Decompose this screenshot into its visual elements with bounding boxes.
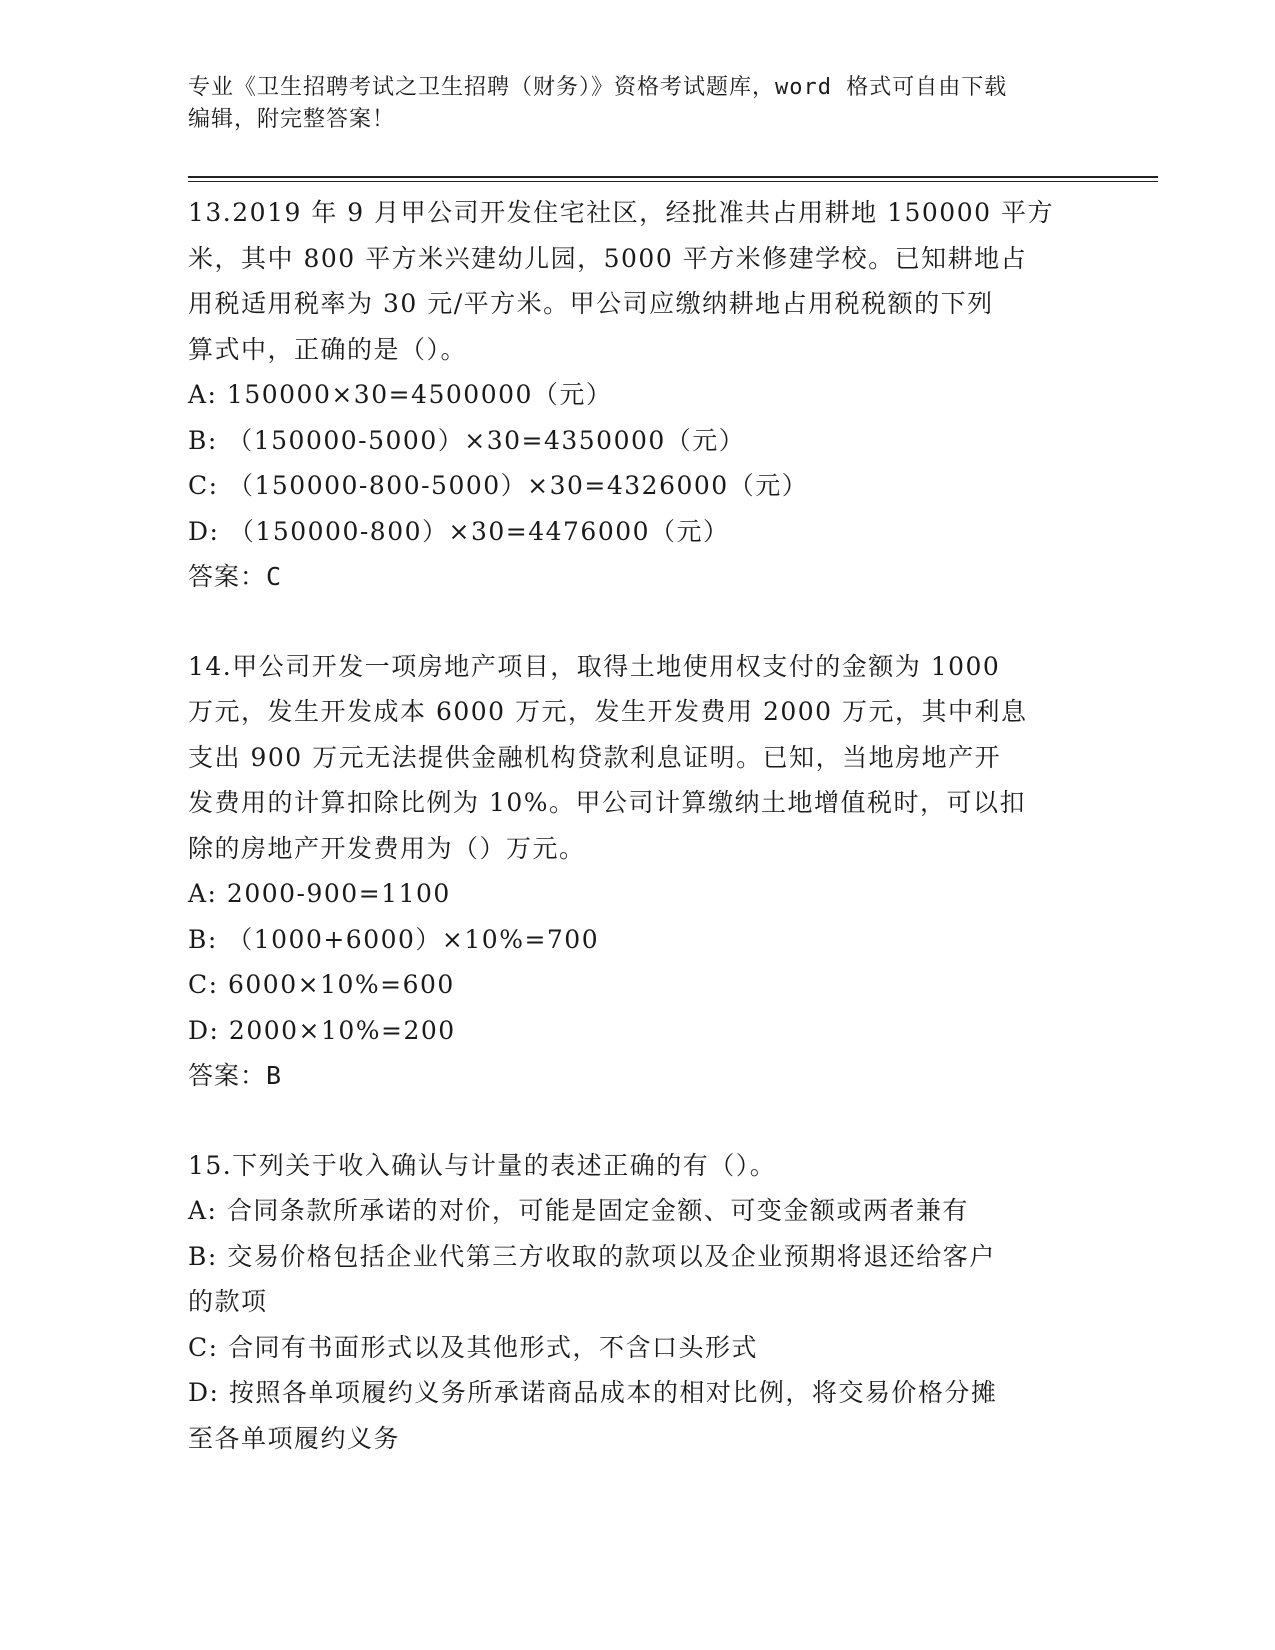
option-d: D: （150000-800）×30=4476000（元） (188, 516, 730, 546)
option-b: B: 交易价格包括企业代第三方收取的款项以及企业预期将退还给客户 (188, 1241, 996, 1271)
document-header (188, 72, 1088, 136)
answer-line: 答案：C (188, 562, 283, 591)
option-c: C: 6000×10%=600 (188, 970, 455, 999)
option-b-continued: 的款项 (188, 1287, 268, 1316)
question-stem-line: 算式中，正确的是（）。 (188, 334, 468, 364)
option-d-continued: 至各单项履约义务 (188, 1423, 401, 1453)
option-a: A: 合同条款所承诺的对价，可能是固定金额、可变金额或两者兼有 (188, 1196, 969, 1225)
option-b: B: （150000-5000）×30=4350000（元） (188, 425, 746, 455)
question-stem-line: 米，其中 800 平方米兴建幼儿园，5000 平方米修建学校。已知耕地占 (188, 243, 1028, 273)
question-stem-line: 13.2019 年 9 月甲公司开发住宅社区，经批准共占用耕地 150000 平方 (188, 198, 1054, 227)
option-c: C: 合同有书面形式以及其他形式，不含口头形式 (188, 1332, 758, 1362)
question-15 (188, 1143, 1088, 1462)
spacer (188, 600, 1088, 644)
header-line: 编辑，附完整答案！ (188, 107, 396, 132)
question-list (188, 190, 1088, 1461)
question-stem-line: 14.甲公司开发一项房地产项目，取得土地使用权支付的金额为 1000 (188, 651, 1001, 681)
question-stem-line: 除的房地产开发费用为（）万元。 (188, 833, 586, 863)
answer-line: 答案：B (188, 1061, 283, 1090)
option-d: D: 按照各单项履约义务所承诺商品成本的相对比例，将交易价格分摊 (188, 1378, 998, 1407)
question-stem-line: 万元，发生开发成本 6000 万元，发生开发费用 2000 万元，其中利息 (188, 697, 1028, 726)
header-rule-thin (188, 181, 1158, 182)
question-14 (188, 644, 1088, 1099)
question-13 (188, 190, 1088, 600)
question-stem-line: 用税适用税率为 30 元/平方米。甲公司应缴纳耕地占用税税额的下列 (188, 289, 994, 318)
question-stem-line: 发费用的计算扣除比例为 10%。甲公司计算缴纳土地增值税时，可以扣 (188, 788, 1027, 817)
question-stem-line: 支出 900 万元无法提供金融机构贷款利息证明。已知，当地房地产开 (188, 742, 1002, 772)
spacer (188, 1099, 1088, 1143)
question-stem-line: 15.下列关于收入确认与计量的表述正确的有（）。 (188, 1150, 777, 1180)
header-rule-thick (188, 176, 1158, 178)
header-line: 专业《卫生招聘考试之卫生招聘（财务）》资格考试题库，word 格式可自由下载 (188, 75, 1008, 100)
option-a: A: 150000×30=4500000（元） (188, 380, 613, 409)
option-b: B: （1000+6000）×10%=700 (188, 924, 600, 954)
option-c: C: （150000-800-5000）×30=4326000（元） (188, 471, 809, 500)
option-d: D: 2000×10%=200 (188, 1015, 456, 1045)
option-a: A: 2000-900=1100 (188, 879, 451, 908)
